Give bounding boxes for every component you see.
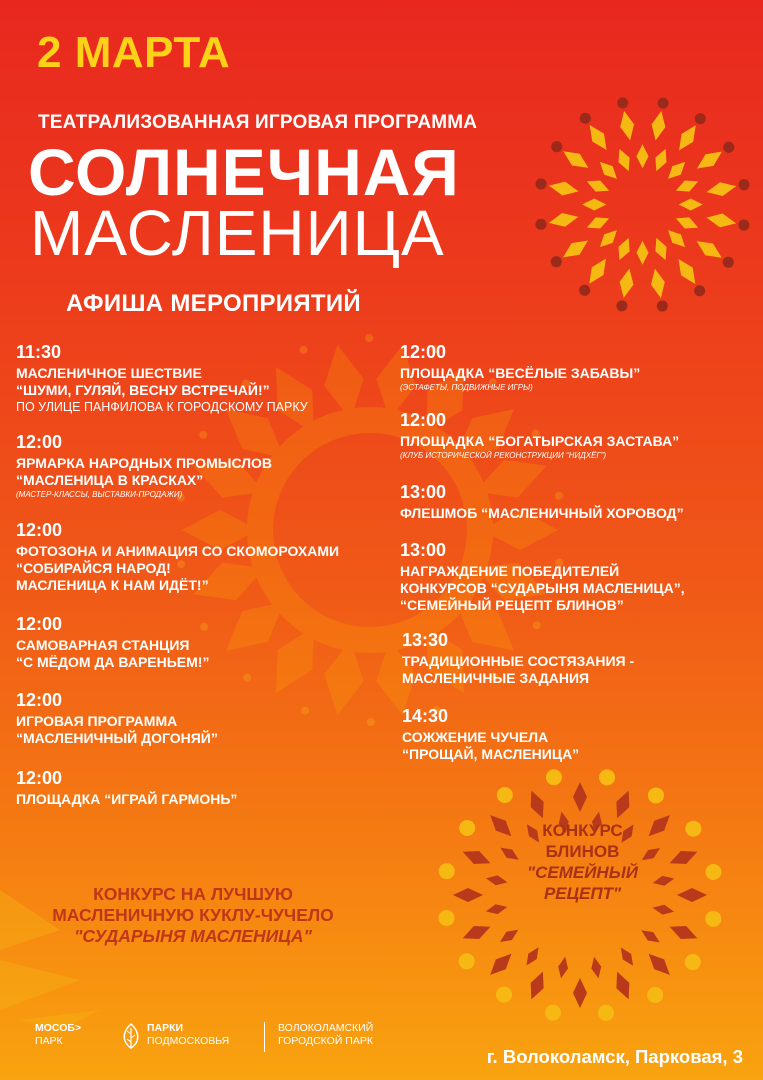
sun-dot — [551, 141, 562, 152]
event-item — [16, 768, 237, 808]
logo-text: МОСОБ> — [35, 1022, 82, 1034]
sun-dot — [738, 220, 749, 231]
section-heading: АФИША МЕРОПРИЯТИЙ — [66, 290, 361, 317]
event-note: (КЛУБ ИСТОРИЧЕСКОЙ РЕКОНСТРУКЦИИ “НИДХЁГ”) — [400, 451, 607, 460]
event-time: 13:00 — [400, 540, 447, 560]
event-item — [400, 342, 640, 394]
pancake-contest-line: КОНКУРС — [542, 821, 623, 840]
pancake-contest-line: БЛИНОВ — [545, 842, 620, 861]
sun-dot — [598, 1005, 614, 1021]
event-time: 11:30 — [16, 342, 62, 362]
sun-dot — [723, 257, 734, 268]
event-date: 2 МАРТА — [37, 28, 231, 77]
event-title: “ШУМИ, ГУЛЯЙ, ВЕСНУ ВСТРЕЧАЙ!” — [16, 382, 270, 398]
logo-divider — [264, 1022, 265, 1052]
sun-ray — [585, 213, 612, 233]
sun-dot — [694, 285, 705, 296]
event-time: 12:00 — [400, 342, 447, 362]
sun-ornament-top — [530, 92, 755, 317]
event-item — [402, 706, 579, 763]
sun-dot — [616, 300, 627, 311]
event-title: ИГРОВАЯ ПРОГРАММА — [16, 713, 178, 729]
sun-ray — [636, 144, 648, 168]
sun-dot — [439, 910, 455, 926]
mosobl-park-logo — [35, 1022, 81, 1048]
event-item — [402, 630, 634, 687]
sun-dot — [685, 954, 701, 970]
sun-ray — [673, 121, 701, 154]
event-item — [400, 540, 685, 614]
event-time: 14:30 — [402, 706, 449, 726]
sun-dot — [536, 178, 547, 189]
sun-dot — [551, 256, 562, 267]
sun-ray — [636, 241, 648, 265]
sun-ray — [525, 969, 549, 1002]
sun-ray — [614, 147, 634, 174]
sun-ray — [644, 949, 675, 980]
sun-dot — [545, 1005, 561, 1021]
sun-ray — [674, 213, 701, 233]
event-time: 12:00 — [400, 410, 447, 430]
sun-dot — [739, 179, 750, 190]
event-title: МАСЛЕНИЦА К НАМ ИДЁТ!” — [16, 577, 209, 593]
sun-dot — [695, 113, 706, 124]
event-title: “ПРОЩАЙ, МАСЛЕНИЦА” — [402, 746, 580, 762]
sun-dot — [657, 301, 668, 312]
logo-text: ПАРКИ — [147, 1022, 184, 1034]
sun-ray — [705, 211, 737, 231]
sun-ray — [497, 926, 521, 947]
sun-ray — [664, 158, 690, 184]
event-title: ТРАДИЦИОННЫЕ СОСТЯЗАНИЯ - — [402, 653, 635, 669]
event-time: 12:00 — [16, 690, 63, 710]
title-line-1: СОЛНЕЧНАЯ — [28, 135, 460, 209]
sun-dot — [580, 113, 591, 124]
event-item — [16, 432, 272, 501]
sun-dot — [658, 98, 669, 109]
sun-dot — [301, 707, 309, 715]
sun-dot — [367, 718, 375, 726]
sun-ray — [547, 210, 579, 230]
program-subtitle: ТЕАТРАЛИЗОВАННАЯ ИГРОВАЯ ПРОГРАММА — [38, 112, 478, 133]
doll-contest-line: МАСЛЕНИЧНУЮ КУКЛУ-ЧУЧЕЛО — [52, 905, 334, 925]
event-title: “С МЁДОМ ДА ВАРЕНЬЕМ!” — [16, 654, 210, 670]
event-item — [16, 690, 218, 747]
event-note: (ЭСТАФЕТЫ, ПОДВИЖНЫЕ ИГРЫ) — [400, 383, 533, 392]
sun-dot — [685, 821, 701, 837]
sun-ray — [673, 255, 702, 288]
sun-dot — [535, 219, 546, 230]
event-title: НАГРАЖДЕНИЕ ПОБЕДИТЕЛЕЙ — [400, 563, 620, 579]
sun-ray — [589, 956, 603, 980]
event-title: ЯРМАРКА НАРОДНЫХ ПРОМЫСЛОВ — [16, 455, 273, 471]
logo-text: ВОЛОКОЛАМСКИЙ — [278, 1022, 374, 1034]
sun-ray — [664, 226, 690, 252]
event-item — [400, 410, 679, 462]
sun-dot — [705, 911, 721, 927]
event-item — [16, 614, 209, 671]
sun-ray — [584, 121, 613, 154]
sun-dot — [599, 769, 615, 785]
event-time: 13:00 — [400, 482, 447, 502]
sun-ray — [614, 236, 634, 263]
sun-dot — [439, 863, 455, 879]
event-title: МАСЛЕНИЧНЫЕ ЗАДАНИЯ — [402, 670, 590, 686]
event-title: ФЛЕШМОБ “МАСЛЕНИЧНЫЙ ХОРОВОД” — [400, 505, 684, 521]
sun-ray — [639, 926, 663, 946]
sun-ray — [617, 945, 638, 969]
sun-dot — [459, 820, 475, 836]
sun-dot — [243, 674, 251, 682]
logo-text: ПОДМОСКОВЬЯ — [147, 1035, 230, 1047]
sun-dot — [648, 787, 664, 803]
event-title: “СЕМЕЙНЫЙ РЕЦЕПТ БЛИНОВ” — [400, 597, 624, 613]
doll-contest — [8, 884, 378, 947]
sun-dot — [647, 987, 663, 1003]
sun-dot — [705, 864, 721, 880]
sun-ray — [573, 978, 587, 1008]
sun-ray — [485, 902, 509, 916]
event-time: 13:30 — [402, 630, 449, 650]
sun-ray — [649, 110, 669, 142]
sun-ray — [559, 235, 592, 264]
doll-contest-name: "СУДАРЫНЯ МАСЛЕНИЦА" — [74, 926, 312, 946]
event-title: ФОТОЗОНА И АНИМАЦИЯ СО СКОМОРОХАМИ — [16, 543, 340, 559]
sun-ray — [667, 920, 700, 944]
event-time: 12:00 — [16, 614, 63, 634]
sun-ray — [585, 176, 612, 196]
pancake-contest — [490, 820, 675, 904]
event-time: 12:00 — [16, 520, 63, 540]
sun-ray — [705, 179, 737, 199]
sun-ray — [460, 920, 493, 944]
pancake-contest-name: РЕЦЕПТ" — [543, 884, 622, 903]
sun-ray — [573, 782, 587, 812]
event-title: “МАСЛЕНИЧНЫЙ ДОГОНЯЙ” — [16, 730, 218, 746]
sun-ray — [677, 888, 707, 902]
event-title: ПЛОЩАДКА “БОГАТЫРСКАЯ ЗАСТАВА” — [400, 433, 680, 449]
title-line-2: МАСЛЕНИЦА — [30, 197, 445, 269]
sun-ray — [617, 267, 637, 299]
sun-ray — [651, 236, 671, 263]
event-title: КОНКУРСОВ “СУДАРЫНЯ МАСЛЕНИЦА”, — [400, 580, 685, 596]
doll-contest-line: КОНКУРС НА ЛУЧШУЮ — [93, 884, 293, 904]
sun-dot — [617, 97, 628, 108]
sun-ray — [522, 944, 542, 968]
sun-ray — [460, 845, 493, 869]
sun-dot — [459, 953, 475, 969]
event-time: 12:00 — [16, 432, 63, 452]
sun-ray — [559, 145, 592, 173]
sun-ray — [596, 158, 622, 184]
event-note: (МАСТЕР-КЛАССЫ, ВЫСТАВКИ-ПРОДАЖИ) — [16, 490, 183, 499]
event-item — [400, 482, 684, 522]
sun-dot — [723, 142, 734, 153]
event-title: ПЛОЩАДКА “ВЕСЁЛЫЕ ЗАБАВЫ” — [400, 365, 641, 381]
sun-dot — [496, 987, 512, 1003]
event-title: СОЖЖЕНИЕ ЧУЧЕЛА — [402, 729, 549, 745]
event-title: МАСЛЕНИЧНОЕ ШЕСТВИЕ — [16, 365, 202, 381]
event-detail: ПО УЛИЦЕ ПАНФИЛОВА К ГОРОДСКОМУ ПАРКУ — [16, 400, 308, 414]
logo-text: ПАРК — [35, 1035, 63, 1047]
sun-dot — [546, 769, 562, 785]
event-time: 12:00 — [16, 768, 63, 788]
parks-podmoskovya-logo — [147, 1022, 229, 1048]
sun-dot — [579, 285, 590, 296]
sun-dot — [365, 334, 373, 342]
sun-ray — [556, 956, 570, 980]
sun-dot — [533, 621, 541, 629]
event-title: ПЛОЩАДКА “ИГРАЙ ГАРМОНЬ” — [16, 791, 238, 807]
sun-ray — [651, 147, 671, 174]
sun-dot — [497, 787, 513, 803]
logo-text: ГОРОДСКОЙ ПАРК — [278, 1035, 373, 1047]
event-item — [16, 520, 339, 594]
sun-ray — [617, 109, 637, 141]
event-title: “СОБИРАЙСЯ НАРОД! — [16, 560, 171, 576]
sun-ray — [582, 198, 606, 210]
sun-ray — [674, 176, 701, 196]
sun-ray — [583, 255, 611, 288]
volokolamsk-park-logo — [278, 1022, 373, 1048]
sun-ray — [693, 146, 726, 175]
sun-ray — [679, 198, 703, 210]
sun-ray — [453, 888, 483, 902]
sun-ray — [648, 267, 668, 299]
address: г. Волоколамск, Парковая, 3 — [486, 1046, 743, 1067]
sun-ray — [652, 903, 676, 917]
pancake-contest-name: "СЕМЕЙНЫЙ — [527, 863, 638, 882]
sun-ray — [485, 949, 516, 980]
sun-ray — [548, 179, 580, 199]
event-title: САМОВАРНАЯ СТАНЦИЯ — [16, 637, 190, 653]
sun-ray — [693, 235, 726, 263]
leaf-icon — [120, 1022, 142, 1050]
event-item — [16, 342, 308, 415]
sun-ray — [596, 226, 622, 252]
event-title: “МАСЛЕНИЦА В КРАСКАХ” — [16, 472, 204, 488]
sun-ray — [611, 969, 635, 1002]
sun-ray — [611, 788, 635, 821]
sun-ray — [525, 788, 549, 821]
